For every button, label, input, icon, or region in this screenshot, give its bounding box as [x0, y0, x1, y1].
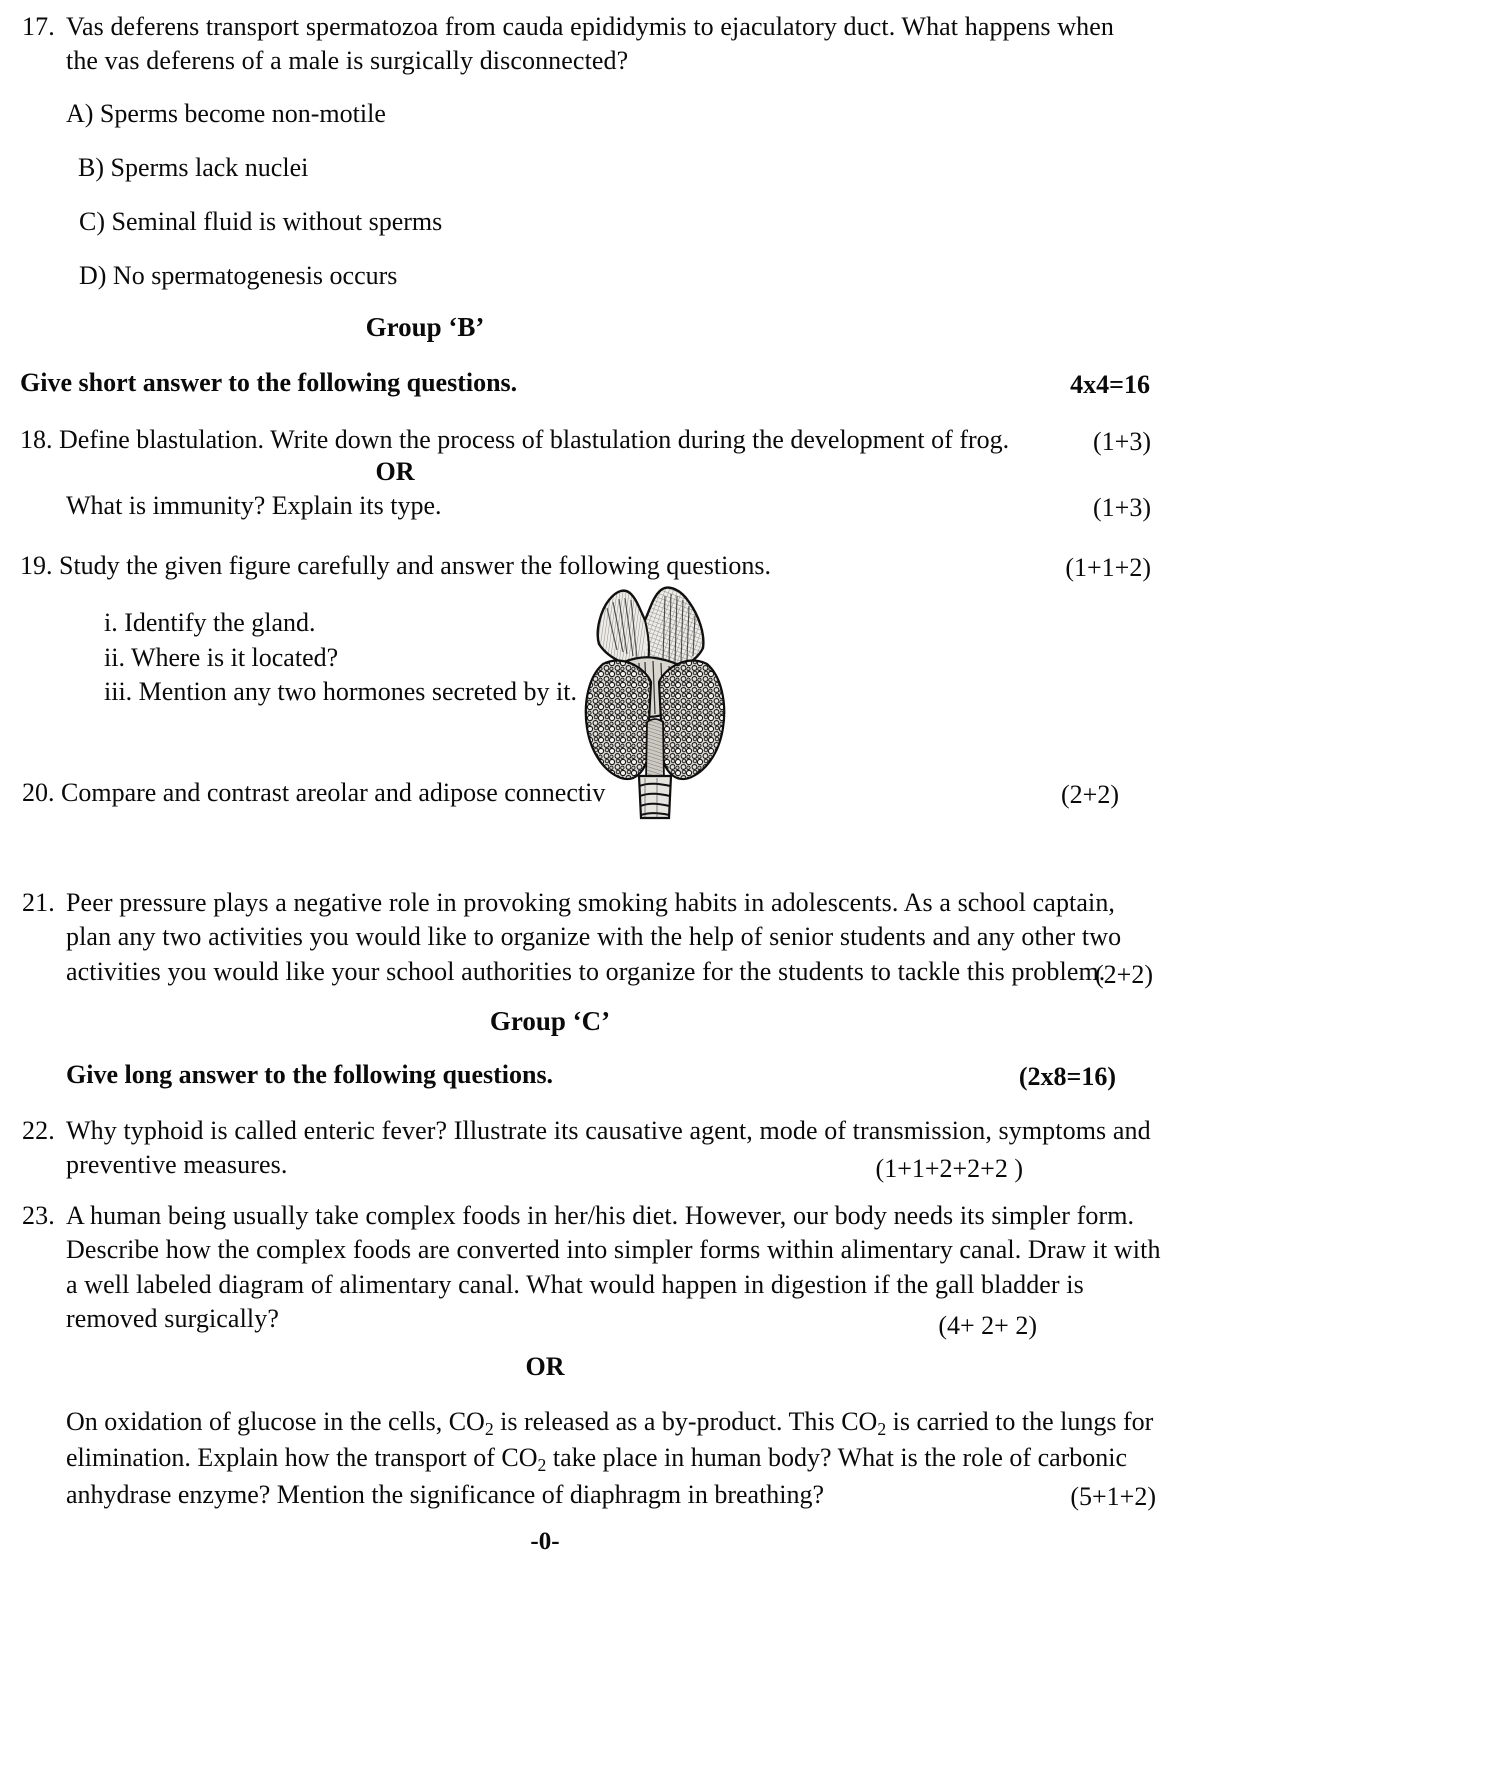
section-heading-group-b: Group ‘B’: [365, 312, 485, 342]
question-18-alt-marks: (1+3): [1093, 493, 1151, 522]
question-17: [22, 10, 1132, 79]
question-23-number: 23.: [22, 1201, 55, 1230]
question-18-text: 18. Define blastulation. Write down the process of blastulation during the development of frog.: [20, 425, 1010, 454]
question-20-text: 20. Compare and contrast areolar and adipose connectiv: [22, 778, 606, 807]
question-20: [22, 778, 1119, 812]
question-18-alt-text: What is immunity? Explain its type.: [66, 491, 442, 520]
question-17-text: Vas deferens transport spermatozoa from cauda epididymis to ejaculatory duct. What happens when the vas deferens of a male is surgically disconnected?: [66, 12, 1114, 76]
question-21: [22, 886, 1153, 989]
question-18-or-label: OR: [375, 457, 415, 486]
question-21-number: 21.: [22, 888, 55, 917]
question-23-or-label: OR: [525, 1352, 565, 1381]
question-23-alternative: [66, 1405, 1156, 1512]
short-answer-instruction: Give short answer to the following questions.: [20, 368, 518, 397]
question-17-option-a[interactable]: A) Sperms become non-motile: [66, 99, 386, 128]
question-21-marks: (2+2): [1095, 960, 1153, 989]
question-23-alt-marks: (5+1+2): [1070, 1482, 1156, 1511]
question-19-subpart-i: i. Identify the gland.: [104, 608, 316, 637]
question-18-alternative: [66, 491, 1151, 525]
question-23-text: A human being usually take complex foods in her/his diet. However, our body needs its simpler form. Describe how the complex foods are converted into simpler forms within alimentary canal. Draw it with a well labeled diagram of alimentary canal. What would happen in digestion if the gall bladder is removed surgically?: [66, 1201, 1161, 1333]
question-17-option-b[interactable]: B) Sperms lack nuclei: [78, 153, 309, 182]
question-17-option-d[interactable]: D) No spermatogenesis occurs: [79, 261, 398, 290]
question-19-subpart-iii: iii. Mention any two hormones secreted by it.: [104, 677, 577, 707]
question-17-option-c[interactable]: C) Seminal fluid is without sperms: [79, 207, 443, 236]
question-19-marks: (1+1+2): [1065, 553, 1151, 582]
co2-subscript-2: 2: [877, 1418, 887, 1439]
section-heading-group-c: Group ‘C’: [489, 1006, 611, 1036]
long-answer-instruction-row: [66, 1060, 1116, 1094]
co2-subscript-3: 2: [537, 1455, 547, 1476]
question-19-text: 19. Study the given figure carefully and answer the following questions.: [20, 551, 771, 580]
question-19-subpart-ii: ii. Where is it located?: [104, 642, 339, 672]
question-18-marks: (1+3): [1093, 427, 1151, 456]
question-23-marks: (4+ 2+ 2): [938, 1311, 1037, 1340]
question-21-text: Peer pressure plays a negative role in provoking smoking habits in adolescents. As a school captain, plan any two activities you would like to organize with the help of senior students and any other two activities you would like your school authorities to organize for the students to tackle this problem.: [66, 888, 1122, 986]
question-20-marks: (2+2): [1061, 780, 1119, 809]
short-answer-instruction-row: [20, 368, 1150, 402]
question-18: [20, 425, 1151, 459]
page-end-mark: -0-: [530, 1528, 560, 1555]
question-23: [22, 1199, 1162, 1340]
long-answer-marks: (2x8=16): [1018, 1062, 1116, 1091]
co2-subscript-1: 2: [484, 1418, 494, 1439]
question-22: [22, 1114, 1153, 1183]
question-22-number: 22.: [22, 1116, 55, 1145]
question-17-number: 17.: [22, 12, 55, 41]
question-22-marks: (1+1+2+2+2 ): [875, 1154, 1023, 1183]
long-answer-instruction: Give long answer to the following questions.: [66, 1060, 554, 1089]
question-22-text: Why typhoid is called enteric fever? Illustrate its causative agent, mode of transmission, symptoms and preventive measures.: [66, 1116, 1151, 1180]
question-19-subparts: [104, 606, 577, 710]
question-23-alt-text: On oxidation of glucose in the cells, $CO_2$ is released as a by-product. This $CO_2$ is carried to the lungs for elimination. Explain how the transport of $CO_2$ take place in human body? What is the role of carbonic anhydrase enzyme? Mention the significance of diaphragm in breathing?: [66, 1407, 1154, 1509]
short-answer-marks: 4x4=16: [1070, 370, 1150, 399]
